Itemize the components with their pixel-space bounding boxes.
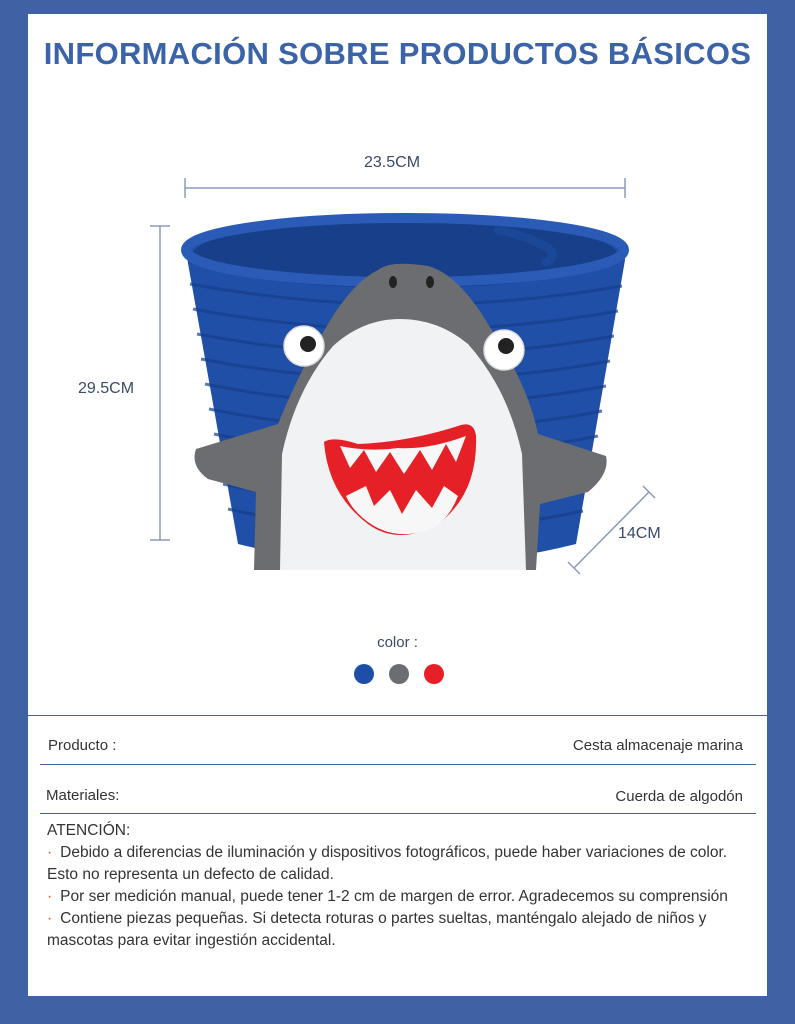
color-swatch-red[interactable]	[424, 664, 444, 684]
height-dimension-label: 29.5CM	[78, 380, 135, 397]
width-dimension-label: 23.5CM	[364, 154, 421, 171]
product-value: Cesta almacenaje marina	[572, 737, 743, 754]
shark-basket-image	[28, 174, 767, 594]
notice-heading: ATENCIÓN:	[47, 822, 131, 839]
color-swatches	[354, 664, 444, 684]
depth-dimension-label: 14CM	[618, 525, 661, 542]
product-label: Producto :	[48, 737, 117, 754]
color-swatch-blue[interactable]	[354, 664, 374, 684]
color-label: color :	[377, 634, 418, 651]
notice-item: · Debido a diferencias de iluminación y dispositivos fotográficos, puede haber variaciones de color. Esto no representa un defecto de calidad.	[47, 844, 728, 883]
row-divider	[40, 764, 756, 765]
product-info-card	[28, 14, 767, 996]
page-title: INFORMACIÓN SOBRE PRODUCTOS BÁSICOS	[43, 36, 752, 71]
section-divider	[28, 715, 767, 716]
materials-value: Cuerda de algodón	[615, 788, 743, 805]
notice-item: · Por ser medición manual, puede tener 1-2 cm de margen de error. Agradecemos su comprensión	[47, 888, 728, 905]
materials-label: Materiales:	[46, 787, 120, 804]
row-divider	[40, 813, 756, 814]
notice-item: · Contiene piezas pequeñas. Si detecta roturas o partes sueltas, manténgalo alejado de niños y mascotas para evitar ingestión accidental.	[47, 910, 707, 949]
notice-section	[47, 820, 745, 952]
color-swatch-gray[interactable]	[389, 664, 409, 684]
